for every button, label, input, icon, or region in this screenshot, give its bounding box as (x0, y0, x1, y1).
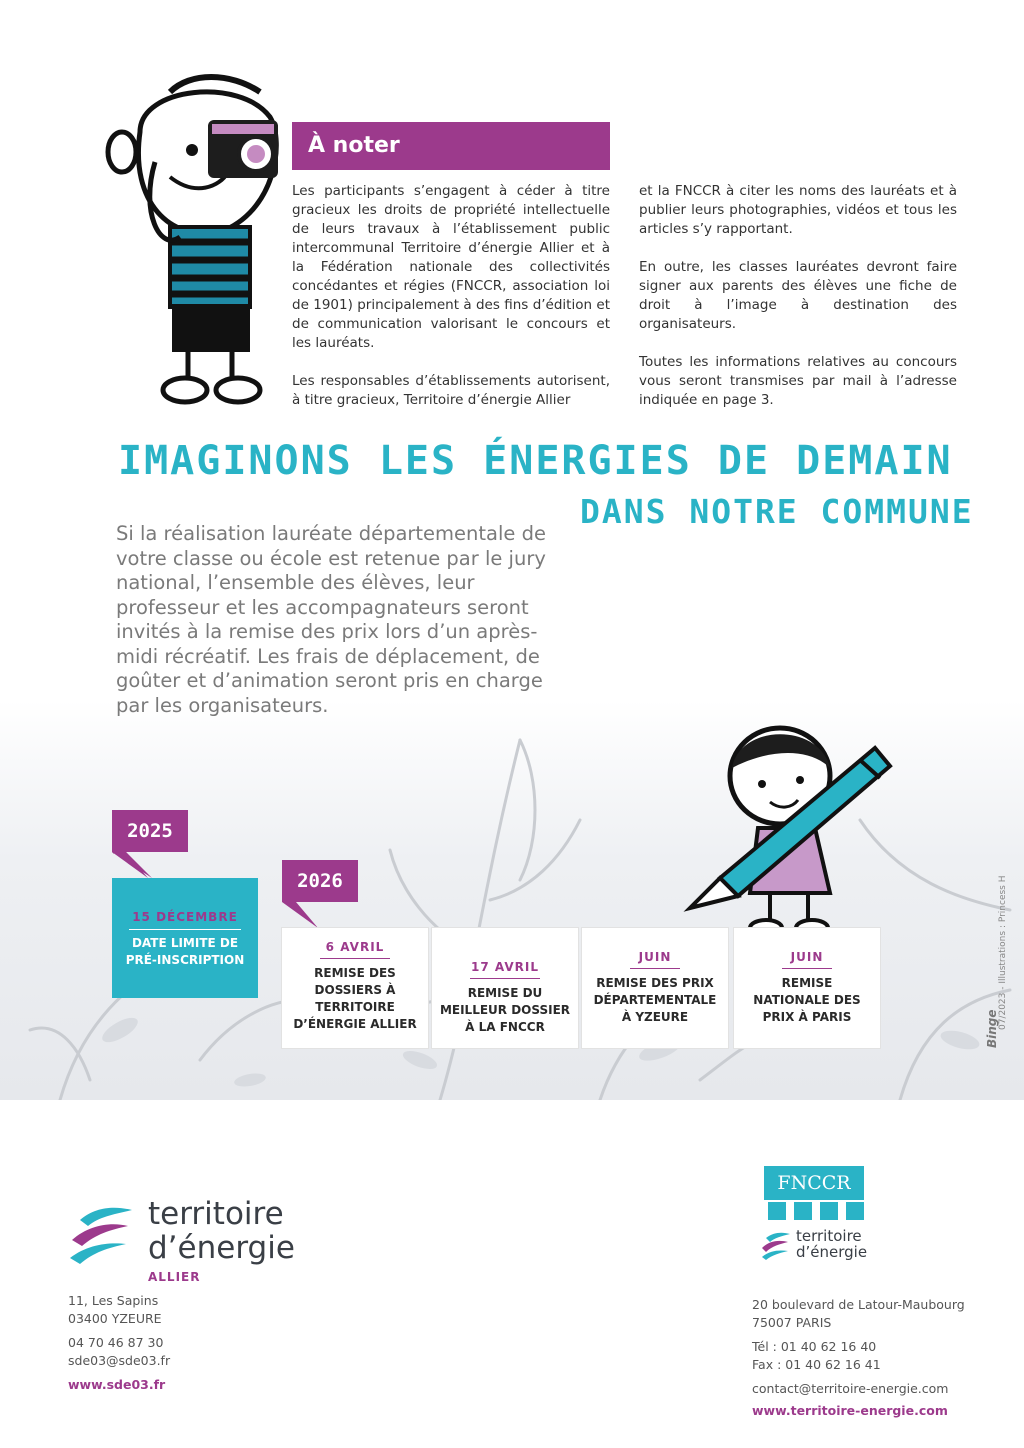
right-address (752, 1296, 965, 1420)
timeline-card-1 (112, 878, 258, 998)
address-website-link[interactable]: www.territoire-energie.com (752, 1403, 948, 1418)
divider (129, 929, 241, 930)
divider (630, 968, 680, 969)
address-street: 20 boulevard de Latour-Maubourg (752, 1297, 965, 1312)
address-tel: Tél : 01 40 62 16 40 (752, 1339, 877, 1354)
timeline-text: DATE LIMITE DE PRÉ-INSCRIPTION (125, 936, 245, 967)
address-website-link[interactable]: www.sde03.fr (68, 1377, 166, 1392)
address-phone: 04 70 46 87 30 (68, 1335, 164, 1350)
divider (320, 958, 390, 959)
timeline-card-4 (582, 928, 728, 1048)
boy-with-camera-illustration (100, 72, 290, 412)
note-left-column (292, 182, 610, 429)
timeline-date: 15 DÉCEMBRE (132, 910, 238, 924)
divider (470, 978, 540, 979)
designer-signature: Binge (985, 1009, 999, 1048)
note-title: À noter (308, 133, 400, 158)
year-tag-pointer (282, 902, 318, 928)
timeline-text: REMISE DU MEILLEUR DOSSIER À LA FNCCR (439, 986, 571, 1034)
address-city: 75007 PARIS (752, 1315, 832, 1330)
timeline-text: REMISE DES PRIX DÉPARTEMENTALE À YZEURE (593, 976, 717, 1024)
divider (782, 968, 832, 969)
address-email[interactable]: contact@territoire-energie.com (752, 1381, 949, 1396)
logo-text-line-1: territoire (148, 1196, 284, 1232)
small-logo-text-line-1: territoire (796, 1227, 862, 1245)
timeline-date: 17 AVRIL (471, 960, 539, 974)
timeline-text: REMISE NATIONALE DES PRIX À PARIS (753, 976, 861, 1024)
timeline-date: JUIN (638, 950, 672, 964)
address-street: 11, Les Sapins (68, 1293, 159, 1308)
timeline-date: 6 AVRIL (325, 940, 385, 954)
timeline-card-2 (282, 928, 428, 1048)
year-tag-pointer (112, 852, 148, 878)
note-paragraph: Les responsables d’établissements autorisent, à titre gracieux, Territoire d’énergie Allier (292, 373, 610, 408)
left-address (68, 1292, 170, 1394)
year-tag-2025: 2025 (112, 810, 188, 852)
timeline-card-5 (734, 928, 880, 1048)
note-right-column (639, 182, 957, 429)
note-paragraph: et la FNCCR à citer les noms des lauréats et à publier leurs photographies, vidéos et tous les articles s’y rapportant. (639, 183, 957, 237)
address-city: 03400 YZEURE (68, 1311, 162, 1326)
timeline-text: REMISE DES DOSSIERS À TERRITOIRE D’ÉNERGIE ALLIER (293, 966, 417, 1031)
headline-line-1: IMAGINONS LES ÉNERGIES DE DEMAIN (118, 438, 953, 484)
timeline-card-3 (432, 928, 578, 1048)
logo-subtitle: ALLIER (148, 1270, 201, 1284)
fnccr-logo-text: FNCCR (777, 1172, 851, 1194)
logo-text-line-2: d’énergie (148, 1230, 295, 1266)
girl-with-pen-illustration (680, 718, 910, 948)
year-tag-2026: 2026 (282, 860, 358, 902)
timeline-date: JUIN (790, 950, 824, 964)
territoire-energie-logo-icon (66, 1200, 138, 1272)
small-logo-text-line-2: d’énergie (796, 1243, 868, 1261)
note-paragraph: En outre, les classes lauréates devront faire signer aux parents des élèves une fiche de droit à l’image à destination des organisateurs. (639, 259, 957, 332)
note-paragraph: Toutes les informations relatives au concours vous seront transmises par mail à l’adresse indiquée en page 3. (639, 354, 957, 408)
territoire-energie-small-logo-icon (760, 1230, 792, 1262)
headline-line-2: DANS NOTRE COMMUNE (580, 492, 974, 531)
fnccr-logo (764, 1166, 864, 1220)
illustration-credits: 07/2023 - Illustrations : Princess H (998, 875, 1008, 1030)
intro-paragraph: Si la réalisation lauréate départementale de votre classe ou école est retenue par le jury national, l’ensemble des élèves, leur professeur et les accompagnateurs seront invités à la remise des prix lors d’un après-midi récréatif. Les frais de déplacement, de goûter et d’animation seront pris en charge par les organisateurs. (116, 522, 546, 717)
address-email[interactable]: sde03@sde03.fr (68, 1353, 171, 1368)
address-fax: Fax : 01 40 62 16 41 (752, 1357, 881, 1372)
note-paragraph: Les participants s’engagent à céder à titre gracieux les droits de propriété intellectuelle de leurs travaux à l’établissement public intercommunal Territoire d’énergie Allier et à la Fédération nationale des collectivités concédantes et régies (FNCCR, association loi de 1901) principalement à des fins d’édition et de communication valorisant le concours et les lauréats. (292, 183, 610, 351)
